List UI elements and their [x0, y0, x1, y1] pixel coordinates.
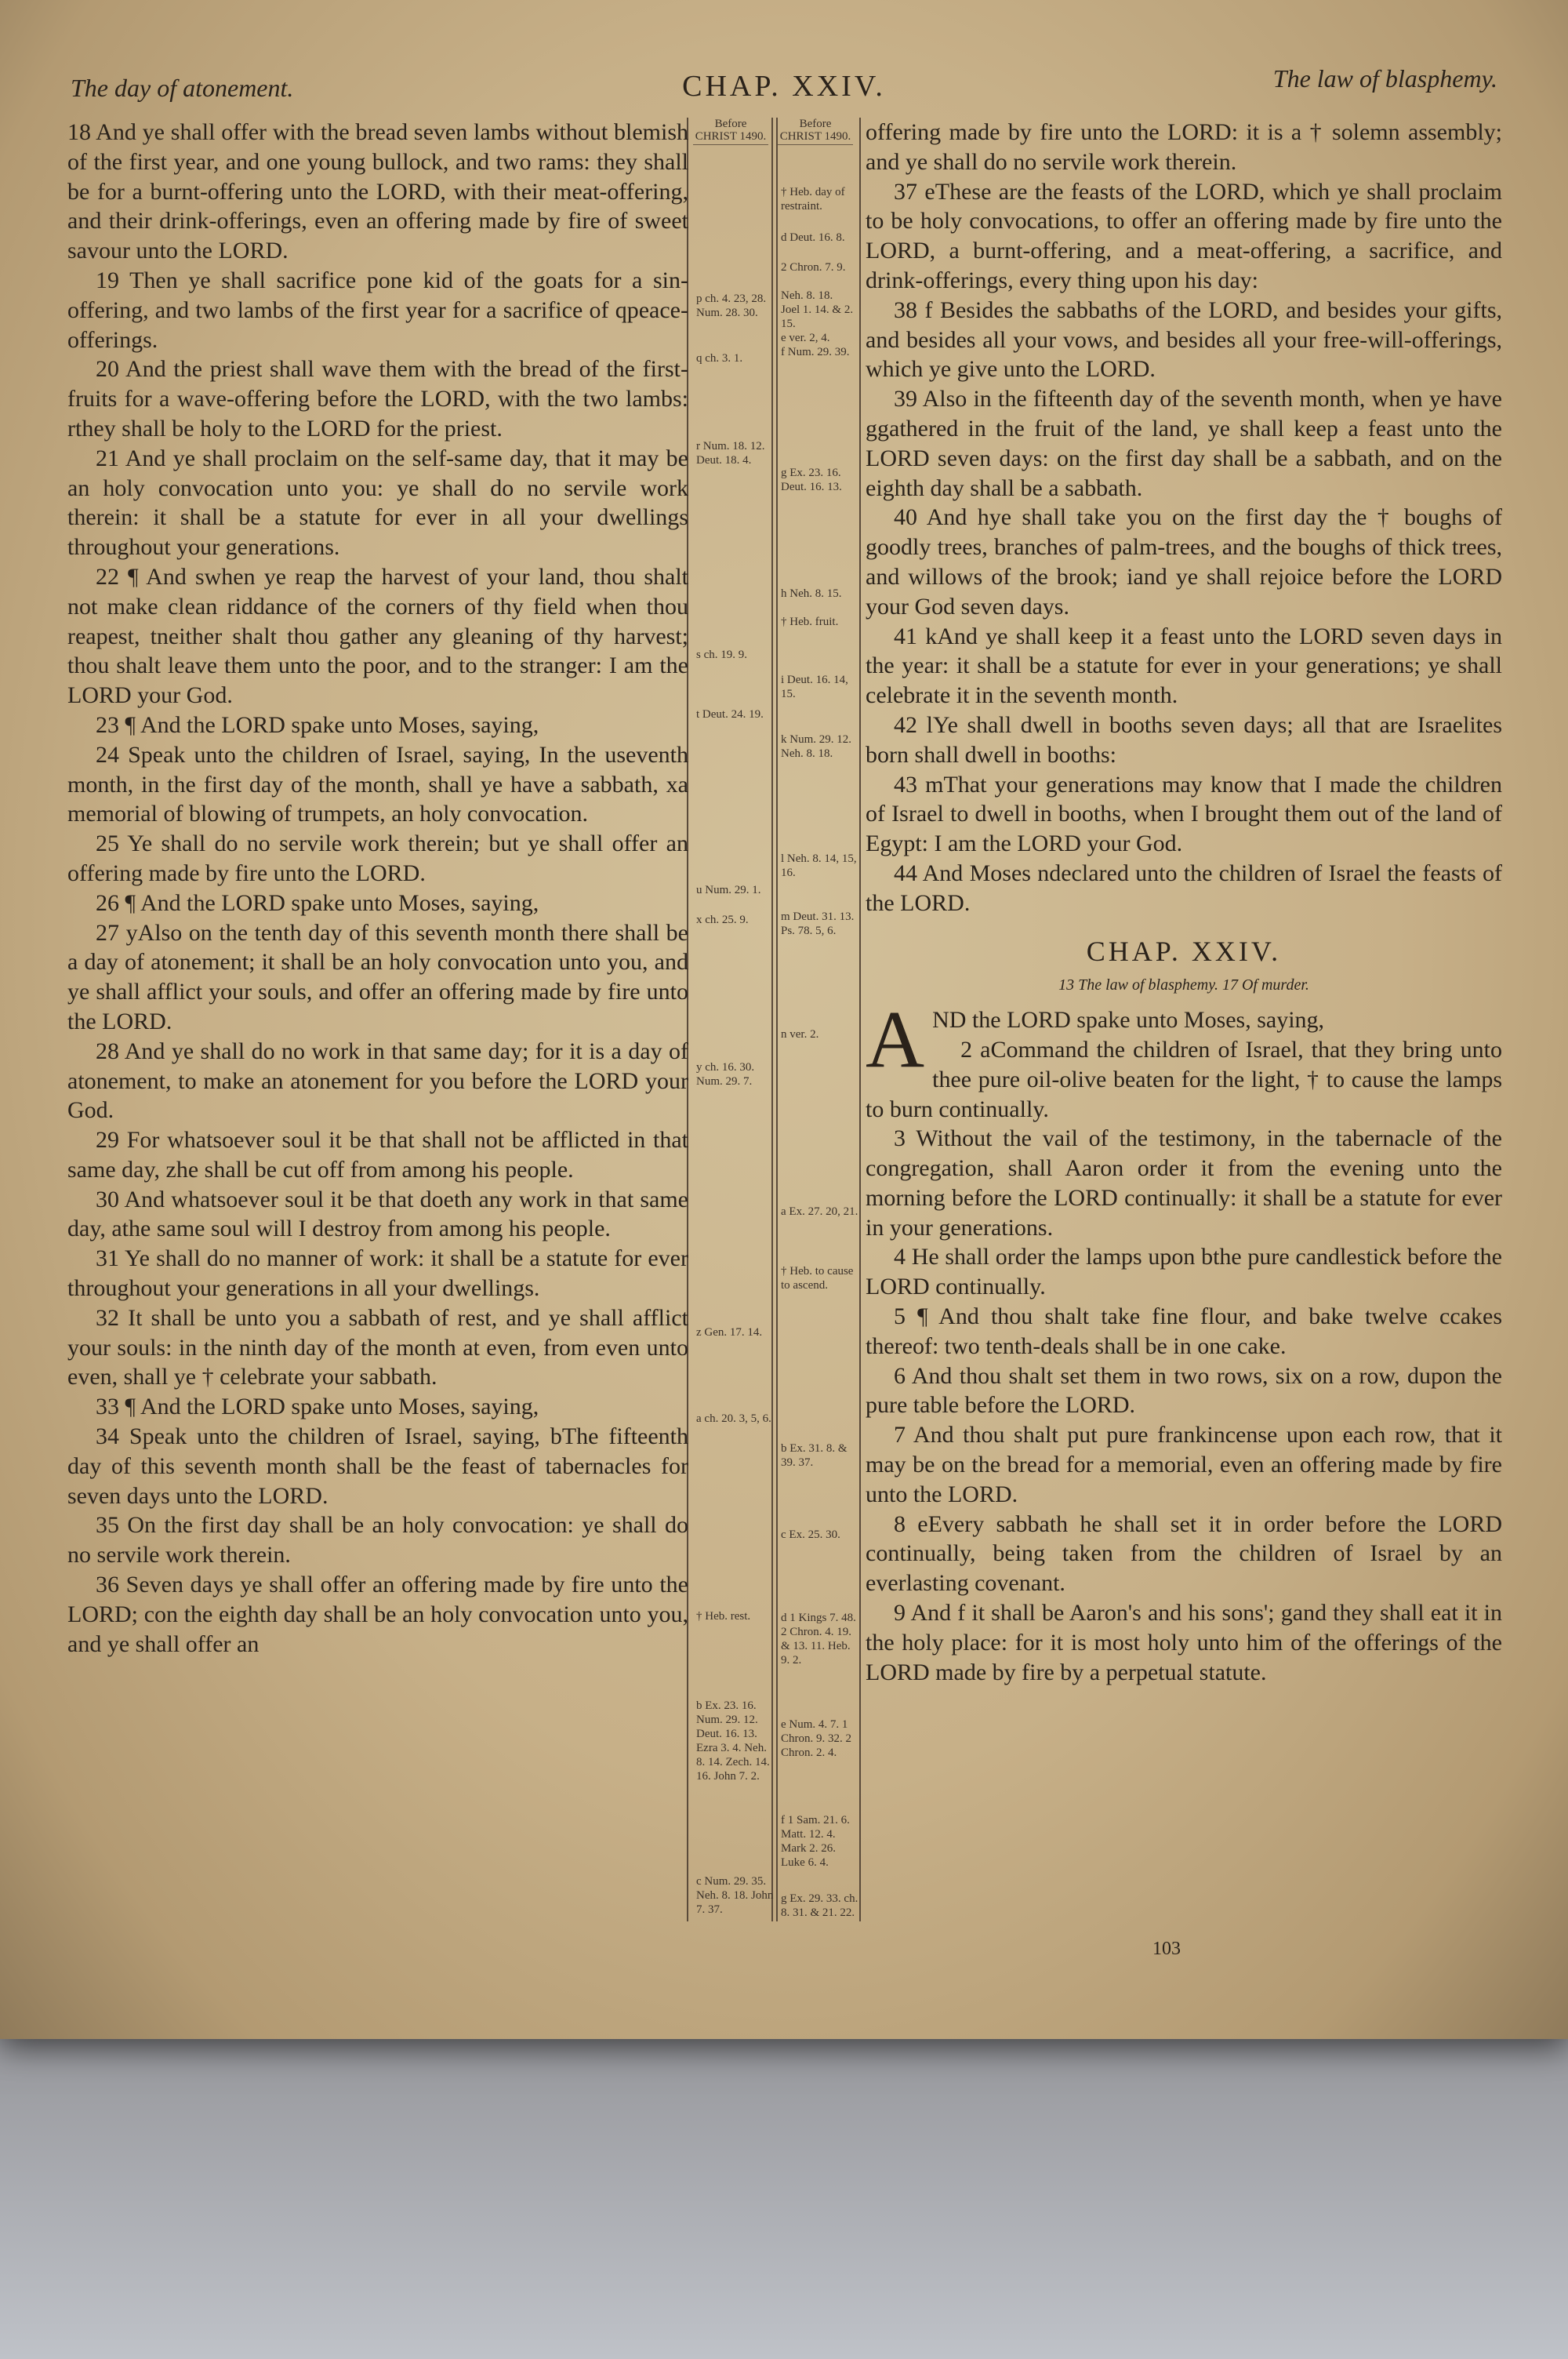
- verse: 2 aCommand the children of Israel, that they bring unto thee pure oil-olive beaten for the light, † to cause the lamps to burn continually.: [866, 1036, 1502, 1122]
- verse: offering made by fire unto the LORD: it is a † solemn assembly; and ye shall do no servile work therein.: [866, 119, 1502, 175]
- cross-reference: c Ex. 25. 30.: [781, 1528, 840, 1541]
- cross-reference: d Deut. 16. 8.: [781, 231, 845, 244]
- verse: 34 Speak unto the children of Israel, saying, bThe fifteenth day of this seventh month shall be the feast of tabernacles for seven days unto the LORD.: [67, 1423, 688, 1509]
- verse: 32 It shall be unto you a sabbath of rest, and ye shall afflict your souls: in the ninth day of the month at even, from even unto even, shall ye † celebrate your sabbath.: [67, 1304, 688, 1390]
- cross-reference: r Num. 18. 12. Deut. 18. 4.: [696, 440, 765, 467]
- cross-reference: f Num. 29. 39.: [781, 346, 850, 358]
- verse: 31 Ye shall do no manner of work: it shall be a statute for ever throughout your generations in all your dwellings.: [67, 1245, 688, 1302]
- verse: 26 ¶ And the LORD spake unto Moses, saying,: [96, 889, 539, 916]
- verse: 30 And whatsoever soul it be that doeth any work in that same day, athe same soul will I destroy from among his people.: [67, 1186, 688, 1242]
- margin-date-heading: Before CHRIST 1490.: [693, 118, 768, 145]
- cross-reference: y ch. 16. 30. Num. 29. 7.: [696, 1061, 755, 1088]
- cross-reference: q ch. 3. 1.: [696, 352, 743, 365]
- verse: 8 eEvery sabbath he shall set it in order before the LORD continually, being taken from the children of Israel by an everlasting covenant.: [866, 1510, 1502, 1597]
- cross-reference: a ch. 20. 3, 5, 6.: [696, 1412, 771, 1425]
- column-rule: [859, 118, 861, 1921]
- cross-reference: † Heb. rest.: [696, 1610, 751, 1623]
- verse: 19 Then ye shall sacrifice pone kid of the goats for a sin-offering, and two lambs of the first year for a sacrifice of qpeace-offerings.: [67, 267, 688, 353]
- verse: 4 He shall order the lamps upon bthe pure candlestick before the LORD continually.: [866, 1244, 1502, 1300]
- verse: 36 Seven days ye shall offer an offering made by fire unto the LORD; con the eighth day shall be an holy convocation unto you, and ye shall offer an: [67, 1572, 688, 1657]
- chapter-title: CHAP. XXIV.: [1086, 935, 1282, 967]
- cross-reference: 2 Chron. 7. 9.: [781, 261, 846, 274]
- cross-reference: e ver. 2, 4.: [781, 332, 830, 344]
- cross-reference: x ch. 25. 9.: [696, 914, 749, 926]
- verse: 24 Speak unto the children of Israel, saying, In the useventh month, in the first day of the month, shall ye have a sabbath, xa memorial of blowing of trumpets, an holy convocation.: [67, 741, 688, 827]
- cross-reference: † Heb. fruit.: [781, 616, 839, 628]
- verse: 21 And ye shall proclaim on the self-same day, that it may be an holy convocation unto you: ye shall do no servile work therein: it shall be a statute for ever in all your dwellings throughout your generations.: [67, 445, 688, 561]
- verse: 39 Also in the fifteenth day of the seventh month, when ye have ggathered in the fruit of the land, ye shall keep a feast unto the LORD seven days: on the first day shall be a sabbath, and on the eighth day shall be a sabbath.: [866, 386, 1502, 501]
- cross-reference: † Heb. day of restraint.: [781, 186, 845, 213]
- verse: 22 ¶ And swhen ye reap the harvest of your land, thou shalt not make clean riddance of the corners of thy field when thou reapest, tneither shalt thou gather any gleaning of thy harvest; thou shalt leave them unto the poor, and to the stranger: I am the LORD your God.: [67, 563, 688, 709]
- cross-reference: z Gen. 17. 14.: [696, 1326, 763, 1339]
- verse: 20 And the priest shall wave them with the bread of the first-fruits for a wave-offering before the LORD, with the two lambs: rthey shall be holy to the LORD for the priest.: [67, 356, 688, 442]
- header-right: The law of blasphemy.: [1272, 64, 1497, 93]
- left-text-column: [67, 118, 688, 1659]
- cross-reference: b Ex. 31. 8. & 39. 37.: [781, 1442, 848, 1469]
- verse: 41 kAnd ye shall keep it a feast unto the LORD seven days in the year: it shall be a statute for ever in your generations; ye shall celebrate it in the seventh month.: [866, 623, 1502, 709]
- cross-reference: t Deut. 24. 19.: [696, 708, 764, 721]
- verse: 35 On the first day shall be an holy convocation: ye shall do no servile work therein.: [67, 1512, 688, 1568]
- drop-cap: A: [866, 994, 925, 1085]
- verse: 37 eThese are the feasts of the LORD, which ye shall proclaim to be holy convocations, to offer an offering made by fire unto the LORD, a burnt-offering, and a meat-offering, a sacrifice, and drink-offerings, every thing upon his day:: [866, 178, 1502, 293]
- verse: 7 And thou shalt put pure frankincense upon each row, that it may be on the bread for a memorial, even an offering made by fire unto the LORD.: [866, 1422, 1502, 1507]
- verse: 43 mThat your generations may know that I made the children of Israel to dwell in booths, when I brought them out of the land of Egypt: I am the LORD your God.: [866, 771, 1502, 857]
- cross-reference: a Ex. 27. 20, 21.: [781, 1205, 858, 1218]
- cross-reference: s ch. 19. 9.: [696, 649, 747, 661]
- cross-reference: p ch. 4. 23, 28. Num. 28. 30.: [696, 293, 767, 319]
- cross-reference: k Num. 29. 12. Neh. 8. 18.: [781, 733, 851, 760]
- margin-date-heading: Before CHRIST 1490.: [778, 118, 853, 145]
- header-left: The day of atonement.: [71, 74, 294, 102]
- cross-reference: † Heb. to cause to ascend.: [781, 1265, 854, 1292]
- verse: 23 ¶ And the LORD spake unto Moses, saying,: [96, 711, 539, 738]
- verse: 27 yAlso on the tenth day of this seventh month there shall be a day of atonement; it shall be an holy convocation unto you, and ye shall afflict your souls, and offer an offering made by fire unto the LORD.: [67, 919, 688, 1034]
- chapter-summary: 13 The law of blasphemy. 17 Of murder.: [1058, 976, 1309, 994]
- verse: 6 And thou shalt set them in two rows, six on a row, dupon the pure table before the LORD.: [866, 1362, 1502, 1419]
- verse: 25 Ye shall do no servile work therein; but ye shall offer an offering made by fire unto the LORD.: [67, 831, 688, 886]
- verse: 38 f Besides the sabbaths of the LORD, and besides your gifts, and besides all your vows, and besides all your free-will-offerings, which ye give unto the LORD.: [866, 296, 1502, 383]
- verse: 44 And Moses ndeclared unto the children of Israel the feasts of the LORD.: [866, 860, 1502, 916]
- cross-reference: i Deut. 16. 14, 15.: [781, 674, 848, 700]
- cross-reference: u Num. 29. 1.: [696, 884, 761, 896]
- cross-reference: Joel 1. 14. & 2. 15.: [781, 304, 854, 330]
- verse: 29 For whatsoever soul it be that shall not be afflicted in that same day, zhe shall be cut off from among his people.: [67, 1127, 688, 1183]
- cross-reference: b Ex. 23. 16. Num. 29. 12. Deut. 16. 13. Ezra 3. 4. Neh. 8. 14. Zech. 14. 16. John 7. 2.: [696, 1699, 770, 1783]
- verse: 28 And ye shall do no work in that same day; for it is a day of atonement, to make an atonement for you before the LORD your God.: [67, 1038, 688, 1124]
- verse: 33 ¶ And the LORD spake unto Moses, saying,: [96, 1394, 539, 1420]
- left-reference-column: [693, 118, 779, 1916]
- column-rule: [776, 118, 778, 1921]
- verse: 5 ¶ And thou shalt take fine flour, and bake twelve ccakes thereof: two tenth-deals shall be in one cake.: [866, 1303, 1502, 1359]
- cross-reference: e Num. 4. 7. 1 Chron. 9. 32. 2 Chron. 2. 4.: [781, 1718, 851, 1759]
- header-center: CHAP. XXIV.: [682, 70, 886, 103]
- verse: 42 lYe shall dwell in booths seven days; all that are Israelites born shall dwell in booths:: [866, 711, 1502, 768]
- cross-reference: f 1 Sam. 21. 6. Matt. 12. 4. Mark 2. 26. Luke 6. 4.: [781, 1814, 850, 1869]
- verse: 18 And ye shall offer with the bread seven lambs without blemish of the first year, and one young bullock, and two rams: they shall be for a burnt-offering unto the LORD, with their meat-offering, and their drink-offerings, even an offering made by fire of sweet savour unto the LORD.: [67, 119, 688, 264]
- cross-reference: d 1 Kings 7. 48. 2 Chron. 4. 19. & 13. 11. Heb. 9. 2.: [781, 1612, 856, 1667]
- right-reference-column: [778, 118, 864, 1919]
- column-rule: [771, 118, 773, 1921]
- cross-reference: l Neh. 8. 14, 15, 16.: [781, 852, 857, 879]
- cross-reference: Neh. 8. 18.: [781, 289, 833, 302]
- cross-reference: c Num. 29. 35. Neh. 8. 18. John 7. 37.: [696, 1875, 774, 1916]
- running-header: [71, 63, 1497, 110]
- page-number: 103: [1152, 1939, 1181, 1959]
- cross-reference: h Neh. 8. 15.: [781, 587, 842, 600]
- right-text-column: [866, 118, 1502, 1687]
- verse: 3 Without the vail of the testimony, in the tabernacle of the congregation, shall Aaron order it from the evening unto the morning before the LORD continually: it shall be a statute for ever in your generations.: [866, 1125, 1502, 1241]
- verse: 40 And hye shall take you on the first day the † boughs of goodly trees, branches of palm-trees, and the boughs of thick trees, and willows of the brook; iand ye shall rejoice before the LORD your God seven days.: [866, 504, 1502, 620]
- verse: 9 And f it shall be Aaron's and his sons'; gand they shall eat it in the holy place: for it is most holy unto him of the offerings of the LORD made by fire by a perpetual statute.: [866, 1600, 1502, 1685]
- cross-reference: g Ex. 29. 33. ch. 8. 31. & 21. 22.: [781, 1892, 858, 1919]
- cross-reference: n ver. 2.: [781, 1028, 819, 1041]
- cross-reference: g Ex. 23. 16. Deut. 16. 13.: [781, 467, 842, 493]
- verse-text: ND the LORD spake unto Moses, saying,: [932, 1007, 1325, 1034]
- cross-reference: m Deut. 31. 13. Ps. 78. 5, 6.: [781, 911, 855, 937]
